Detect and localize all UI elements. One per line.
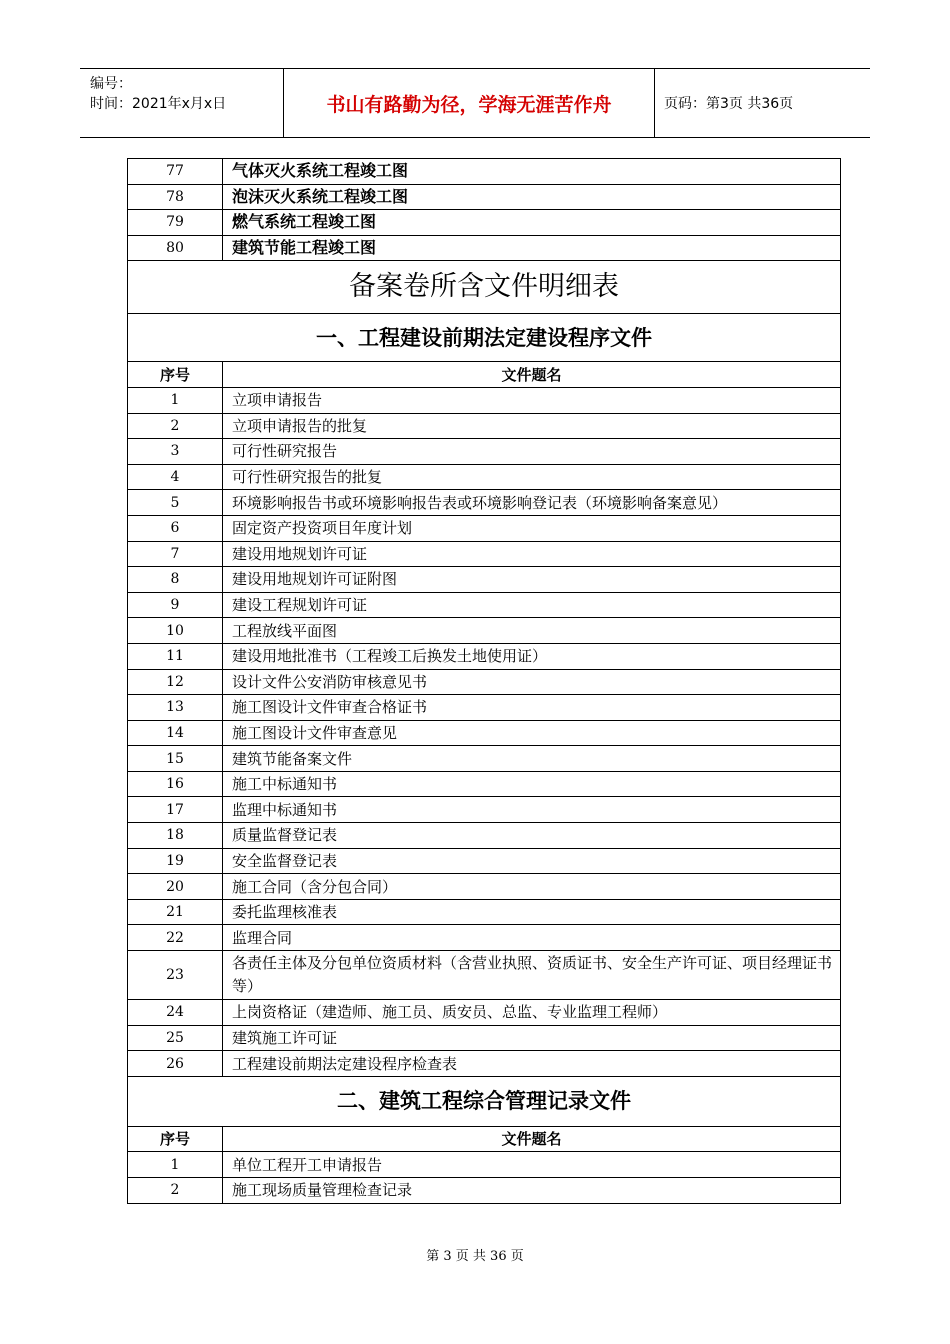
table-title: 备案卷所含文件明细表 — [128, 261, 841, 314]
table-row — [128, 567, 841, 593]
row-title: 施工图设计文件审查意见 — [223, 720, 841, 746]
row-number: 21 — [128, 899, 223, 925]
row-number: 12 — [128, 669, 223, 695]
table-row — [128, 1000, 841, 1026]
header-motto: 书山有路勤为径，学海无涯苦作舟 — [283, 69, 655, 137]
row-number: 15 — [128, 746, 223, 772]
row-title: 施工中标通知书 — [223, 771, 841, 797]
table-row — [128, 1178, 841, 1204]
column-header-title: 文件题名 — [223, 362, 841, 388]
row-number: 4 — [128, 464, 223, 490]
column-header-title: 文件题名 — [223, 1126, 841, 1152]
row-number: 1 — [128, 1152, 223, 1178]
row-title: 建筑节能工程竣工图 — [223, 235, 841, 261]
row-title: 燃气系统工程竣工图 — [223, 210, 841, 236]
row-title: 立项申请报告的批复 — [223, 413, 841, 439]
row-title: 各责任主体及分包单位资质材料（含营业执照、资质证书、安全生产许可证、项目经理证书等） — [223, 951, 841, 1000]
table-row — [128, 184, 841, 210]
row-title: 工程放线平面图 — [223, 618, 841, 644]
row-title: 委托监理核准表 — [223, 899, 841, 925]
column-header-row — [128, 1126, 841, 1152]
row-title: 上岗资格证（建造师、施工员、质安员、总监、专业监理工程师） — [223, 1000, 841, 1026]
row-title: 质量监督登记表 — [223, 823, 841, 849]
row-number: 25 — [128, 1025, 223, 1051]
table-row — [128, 848, 841, 874]
row-number: 1 — [128, 387, 223, 413]
row-number: 2 — [128, 413, 223, 439]
header-meta — [80, 69, 283, 137]
header-page-info: 页码：第3页 共36页 — [664, 96, 794, 112]
table-row — [128, 925, 841, 951]
row-title: 泡沫灭火系统工程竣工图 — [223, 184, 841, 210]
row-title: 建筑施工许可证 — [223, 1025, 841, 1051]
row-title: 建筑节能备案文件 — [223, 746, 841, 772]
section2-heading: 二、建筑工程综合管理记录文件 — [128, 1076, 841, 1126]
table-row — [128, 541, 841, 567]
section1-heading-row — [128, 314, 841, 362]
row-number: 3 — [128, 439, 223, 465]
row-title: 单位工程开工申请报告 — [223, 1152, 841, 1178]
row-number: 80 — [128, 235, 223, 261]
row-title: 建设工程规划许可证 — [223, 592, 841, 618]
row-number: 22 — [128, 925, 223, 951]
row-number: 18 — [128, 823, 223, 849]
row-number: 9 — [128, 592, 223, 618]
row-title: 固定资产投资项目年度计划 — [223, 515, 841, 541]
row-title: 气体灭火系统工程竣工图 — [223, 159, 841, 185]
table-row — [128, 515, 841, 541]
row-title: 可行性研究报告的批复 — [223, 464, 841, 490]
row-number: 78 — [128, 184, 223, 210]
column-header-no: 序号 — [128, 1126, 223, 1152]
row-title: 环境影响报告书或环境影响报告表或环境影响登记表（环境影响备案意见） — [223, 490, 841, 516]
row-number: 17 — [128, 797, 223, 823]
row-number: 19 — [128, 848, 223, 874]
table-row — [128, 720, 841, 746]
row-title: 建设用地规划许可证 — [223, 541, 841, 567]
page-header — [80, 68, 870, 138]
row-number: 7 — [128, 541, 223, 567]
row-title: 可行性研究报告 — [223, 439, 841, 465]
row-title: 施工合同（含分包合同） — [223, 874, 841, 900]
table-row — [128, 210, 841, 236]
row-number: 13 — [128, 695, 223, 721]
row-number: 20 — [128, 874, 223, 900]
table-row — [128, 159, 841, 185]
row-number: 6 — [128, 515, 223, 541]
row-number: 10 — [128, 618, 223, 644]
table-row — [128, 1025, 841, 1051]
row-number: 16 — [128, 771, 223, 797]
row-number: 2 — [128, 1178, 223, 1204]
table-row — [128, 874, 841, 900]
row-title: 安全监督登记表 — [223, 848, 841, 874]
table-row — [128, 464, 841, 490]
section2-heading-row — [128, 1076, 841, 1126]
row-title: 建设用地批准书（工程竣工后换发土地使用证） — [223, 643, 841, 669]
table-row — [128, 797, 841, 823]
table-row — [128, 592, 841, 618]
table-row — [128, 413, 841, 439]
row-number: 24 — [128, 1000, 223, 1026]
row-number: 79 — [128, 210, 223, 236]
table-row — [128, 618, 841, 644]
table-row — [128, 490, 841, 516]
row-title: 施工现场质量管理检查记录 — [223, 1178, 841, 1204]
row-title: 立项申请报告 — [223, 387, 841, 413]
row-number: 11 — [128, 643, 223, 669]
row-title: 施工图设计文件审查合格证书 — [223, 695, 841, 721]
table-row — [128, 951, 841, 1000]
table-row — [128, 746, 841, 772]
table-row — [128, 669, 841, 695]
table-row — [128, 439, 841, 465]
table-row — [128, 1152, 841, 1178]
table-row — [128, 771, 841, 797]
row-title: 建设用地规划许可证附图 — [223, 567, 841, 593]
table-row — [128, 235, 841, 261]
row-number: 5 — [128, 490, 223, 516]
table-row — [128, 1051, 841, 1077]
row-title: 监理中标通知书 — [223, 797, 841, 823]
row-number: 14 — [128, 720, 223, 746]
code-label: 编号： — [90, 76, 132, 92]
row-title: 监理合同 — [223, 925, 841, 951]
table-row — [128, 695, 841, 721]
table-row — [128, 823, 841, 849]
table-row — [128, 899, 841, 925]
row-number: 77 — [128, 159, 223, 185]
time-label: 时间：2021年x月x日 — [90, 96, 227, 112]
row-number: 26 — [128, 1051, 223, 1077]
row-title: 设计文件公安消防审核意见书 — [223, 669, 841, 695]
column-header-row — [128, 362, 841, 388]
section1-heading: 一、工程建设前期法定建设程序文件 — [128, 314, 841, 362]
table-row — [128, 387, 841, 413]
column-header-no: 序号 — [128, 362, 223, 388]
table-title-row — [128, 261, 841, 314]
table-row — [128, 643, 841, 669]
document-table — [127, 158, 841, 1204]
row-number: 23 — [128, 951, 223, 1000]
page-footer: 第 3 页 共 36 页 — [426, 1249, 524, 1264]
row-title: 工程建设前期法定建设程序检查表 — [223, 1051, 841, 1077]
row-number: 8 — [128, 567, 223, 593]
